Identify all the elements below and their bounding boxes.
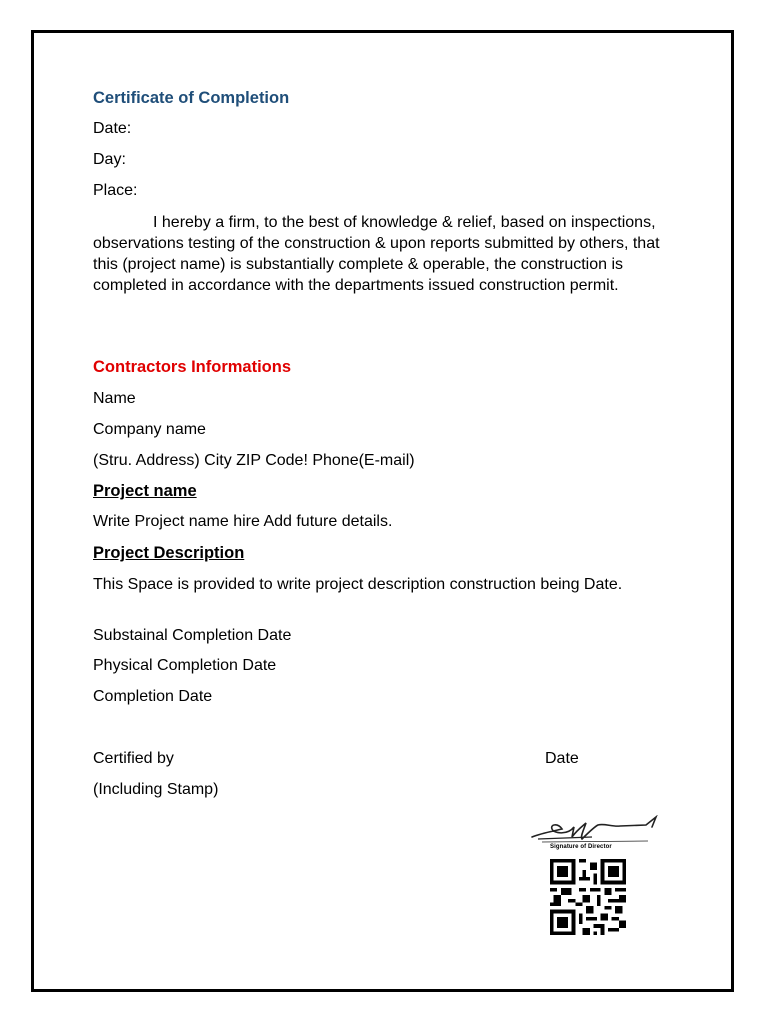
certification-date-label: Date (545, 750, 579, 767)
qr-code-icon (550, 859, 626, 935)
certificate-title: Certificate of Completion (93, 89, 290, 107)
place-label: Place: (93, 182, 138, 199)
project-name-text: Write Project name hire Add future details. (93, 513, 393, 530)
physical-completion-date: Physical Completion Date (93, 657, 277, 674)
certified-by-label: Certified by (93, 750, 174, 767)
project-description-text: This Space is provided to write project description construction being Date. (93, 576, 623, 593)
company-name-label: Company name (93, 421, 206, 438)
declaration-paragraph: I hereby a firm, to the best of knowledge & relief, based on inspections, observations testing of the construction & upon reports submitted by others, that this (project name) is substantially complete & operable, the construction is completed in accordance with the departments issued construction permit. (93, 214, 660, 294)
substantial-completion-date: Substainal Completion Date (93, 627, 292, 644)
project-description-heading: Project Description (93, 544, 245, 562)
stamp-note: (Including Stamp) (93, 781, 219, 798)
project-name-heading: Project name (93, 482, 197, 500)
signature-block (528, 815, 660, 935)
completion-date: Completion Date (93, 688, 213, 705)
day-label: Day: (93, 151, 126, 168)
address-label: (Stru. Address) City ZIP Code! Phone(E-mail) (93, 452, 415, 469)
contractor-name-label: Name (93, 390, 136, 407)
contractor-heading: Contractors Informations (93, 358, 292, 376)
signature-caption: Signature of Director (550, 844, 612, 850)
date-label: Date: (93, 120, 132, 137)
